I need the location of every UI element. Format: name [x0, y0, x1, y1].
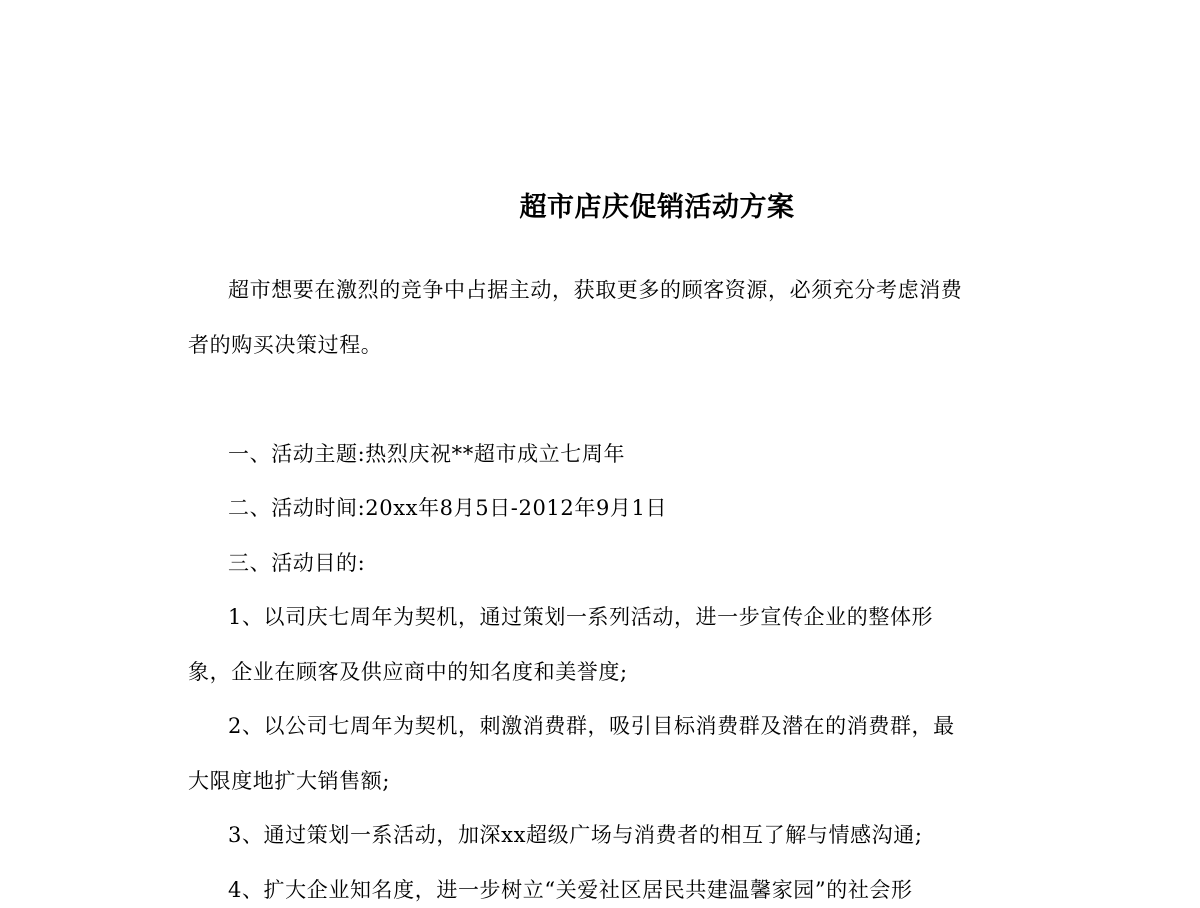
- document-title: 超市店庆促销活动方案: [519, 192, 795, 223]
- activity-goal-heading: 三、活动目的:: [228, 551, 366, 575]
- goal-1-line-2: 象，企业在顾客及供应商中的知名度和美誉度;: [188, 660, 628, 684]
- goal-1-line-1: 1、以司庆七周年为契机，通过策划一系列活动，进一步宣传企业的整体形: [228, 605, 934, 629]
- goal-2-line-2: 大限度地扩大销售额;: [188, 769, 391, 793]
- activity-time-line: 二、活动时间:20xx年8月5日-2012年9月1日: [228, 496, 668, 520]
- intro-paragraph-line-2: 者的购买决策过程。: [188, 333, 383, 357]
- activity-theme-line: 一、活动主题:热烈庆祝**超市成立七周年: [228, 442, 626, 466]
- goal-3-line-1: 3、通过策划一系活动，加深xx超级广场与消费者的相互了解与情感沟通;: [228, 823, 923, 847]
- intro-paragraph-line-1: 超市想要在激烈的竞争中占据主动，获取更多的顾客资源，必须充分考虑消费: [228, 278, 963, 302]
- goal-2-line-1: 2、以公司七周年为契机，刺激消费群，吸引目标消费群及潜在的消费群，最: [228, 714, 955, 738]
- goal-4-line-1: 4、扩大企业知名度，进一步树立“关爱社区居民共建温馨家园”的社会形: [228, 878, 913, 902]
